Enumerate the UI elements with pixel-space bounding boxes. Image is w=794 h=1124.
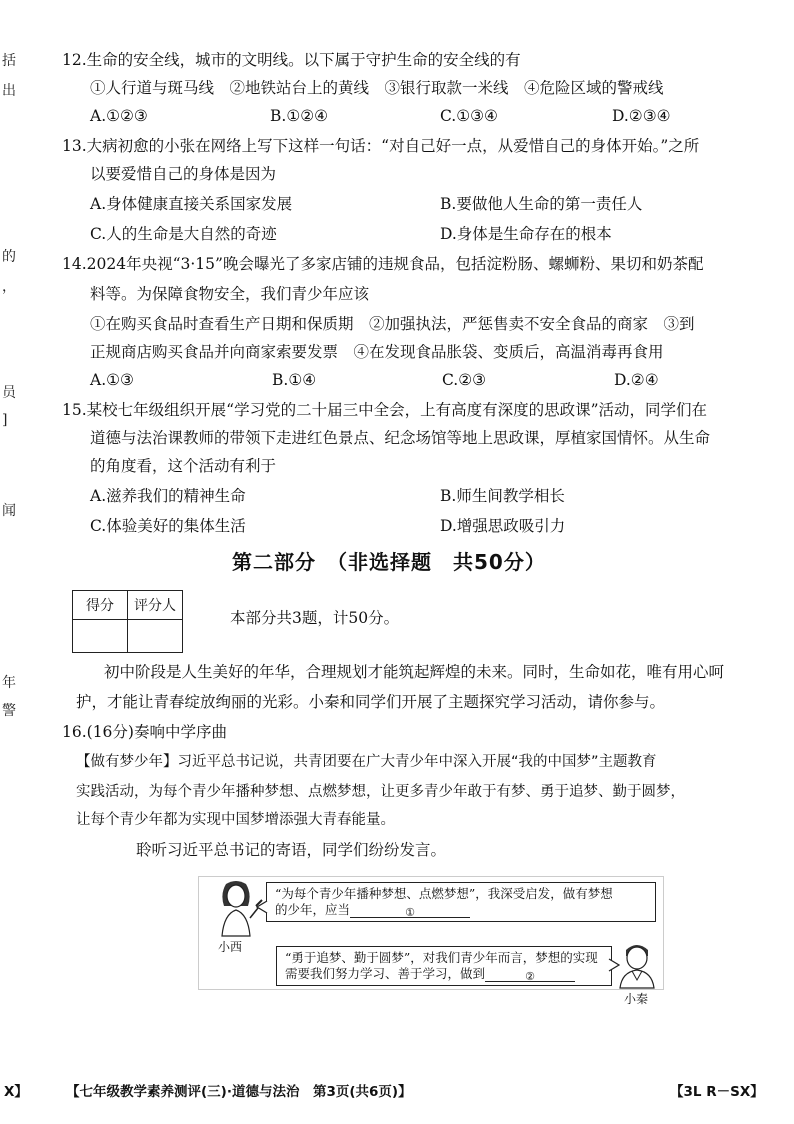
margin-char: ， xyxy=(2,279,16,295)
q12-option-a: A.①②③ xyxy=(90,107,148,125)
bubble2-line1: “勇于追梦、勤于圆梦”，对我们青少年而言，梦想的实现 xyxy=(285,950,598,965)
intro-line2: 护，才能让青春绽放绚丽的光彩。小秦和同学们开展了主题探究学习活动，请你参与。 xyxy=(76,693,666,711)
q16-material-line3: 让每个青少年都为实现中国梦增添强大青春能量。 xyxy=(76,812,395,828)
margin-char: 的 xyxy=(2,249,16,265)
q13-option-c: C.人的生命是大自然的奇迹 xyxy=(90,225,277,243)
q13-option-d: D.身体是生命存在的根本 xyxy=(440,225,612,243)
blank-marker-1: ① xyxy=(405,906,415,919)
grader-cell[interactable] xyxy=(128,620,183,653)
bubble1-line2-text: 的少年，应当 xyxy=(275,902,351,917)
q13-option-b: B.要做他人生命的第一责任人 xyxy=(440,195,643,213)
q15-option-c: C.体验美好的集体生活 xyxy=(90,517,246,535)
margin-char: 员 xyxy=(2,385,16,401)
q15-stem: 15.某校七年级组织开展“学习党的二十届三中全会，上有高度有深度的思政课”活动，同学们在 xyxy=(62,401,708,419)
bubble-pointer-icon xyxy=(256,900,268,914)
answer-blank-2[interactable] xyxy=(485,969,575,982)
grader-header: 评分人 xyxy=(128,591,183,620)
q12-stem: 12.生命的安全线，城市的文明线。以下属于守护生命的安全线的有 xyxy=(62,51,521,69)
q16-title: 16.(16分)奏响中学序曲 xyxy=(62,723,227,741)
q14-items-line2: 正规商店购买食品并向商家索要发票 ④在发现食品胀袋、变质后，高温消毒再食用 xyxy=(90,343,664,361)
bubble1-line2 xyxy=(275,902,647,918)
q14-option-b: B.①④ xyxy=(272,371,317,389)
margin-char: 警 xyxy=(2,703,16,719)
q13-stem-cont: 以要爱惜自己的身体是因为 xyxy=(90,165,277,183)
q15-stem-cont1: 道德与法治课教师的带领下走进红色景点、纪念场馆等地上思政课，厚植家国情怀。从生命 xyxy=(90,429,711,447)
margin-char: 出 xyxy=(2,83,16,99)
q16-material-line2: 实践活动，为每个青少年播种梦想、点燃梦想，让更多青少年敢于有梦、勇于追梦、勤于圆梦， xyxy=(76,784,685,800)
score-table xyxy=(72,590,183,653)
q15-option-d: D.增强思政吸引力 xyxy=(440,517,566,535)
answer-blank-1[interactable] xyxy=(350,905,470,918)
margin-char: 闻 xyxy=(2,503,16,519)
q15-option-a: A.滋养我们的精神生命 xyxy=(90,487,246,505)
footer-right: 【3L R－SX】 xyxy=(670,1084,764,1100)
bubble2-line2-text: 需要我们努力学习、善于学习，做到 xyxy=(285,966,486,981)
part2-note: 本部分共3题，计50分。 xyxy=(230,609,400,627)
q15-option-b: B.师生间教学相长 xyxy=(440,487,565,505)
score-header: 得分 xyxy=(73,591,128,620)
q15-stem-cont2: 的角度看，这个活动有利于 xyxy=(90,457,277,475)
speech-bubble-xiaoqin xyxy=(276,946,612,986)
q14-items-line1: ①在购买食品时查看生产日期和保质期 ②加强执法，严惩售卖不安全食品的商家 ③到 xyxy=(90,315,695,333)
q16-material-line1: 【做有梦少年】习近平总书记说，共青团要在广大青少年中深入开展“我的中国梦”主题教育 xyxy=(76,754,657,770)
q12-option-c: C.①③④ xyxy=(440,107,498,125)
person-label-xiaoqin: 小秦 xyxy=(624,992,649,1006)
margin-char: 年 xyxy=(2,675,16,691)
margin-char: ] xyxy=(2,412,8,428)
margin-char: 括 xyxy=(2,53,16,69)
footer-left: X】 xyxy=(4,1084,28,1100)
score-cell[interactable] xyxy=(73,620,128,653)
q12-option-b: B.①②④ xyxy=(270,107,329,125)
q14-stem-cont: 料等。为保障食物安全，我们青少年应该 xyxy=(90,285,370,303)
q12-option-d: D.②③④ xyxy=(612,107,671,125)
speech-bubble-xiaoxi xyxy=(266,882,656,922)
bubble2-line2 xyxy=(285,966,603,982)
intro-line1: 初中阶段是人生美好的年华，合理规划才能筑起辉煌的未来。同时，生命如花，唯有用心呵 xyxy=(104,663,725,681)
q13-option-a: A.身体健康直接关系国家发展 xyxy=(90,195,293,213)
q14-stem: 14.2024年央视“3·15”晚会曝光了多家店铺的违规食品，包括淀粉肠、螺蛳粉、果切和奶茶配 xyxy=(62,255,704,273)
q16-lead: 聆听习近平总书记的寄语，同学们纷纷发言。 xyxy=(136,841,447,859)
q13-stem: 13.大病初愈的小张在网络上写下这样一句话：“对自己好一点，从爱惜自己的身体开始。”之所 xyxy=(62,137,700,155)
part2-title: 第二部分 （非选择题 共50分） xyxy=(232,550,546,574)
q14-option-d: D.②④ xyxy=(614,371,659,389)
person-label-xiaoxi: 小西 xyxy=(218,940,243,954)
footer-center: 【七年级教学素养测评(三)·道德与法治 第3页(共6页)】 xyxy=(66,1084,412,1100)
bubble1-line1: “为每个青少年播种梦想、点燃梦想”，我深受启发，做有梦想 xyxy=(275,886,613,901)
q12-items: ①人行道与斑马线 ②地铁站台上的黄线 ③银行取款一米线 ④危险区域的警戒线 xyxy=(90,79,664,97)
q14-option-a: A.①③ xyxy=(90,371,134,389)
q14-option-c: C.②③ xyxy=(442,371,487,389)
boy-illustration-icon xyxy=(612,940,662,990)
blank-marker-2: ② xyxy=(525,970,535,983)
